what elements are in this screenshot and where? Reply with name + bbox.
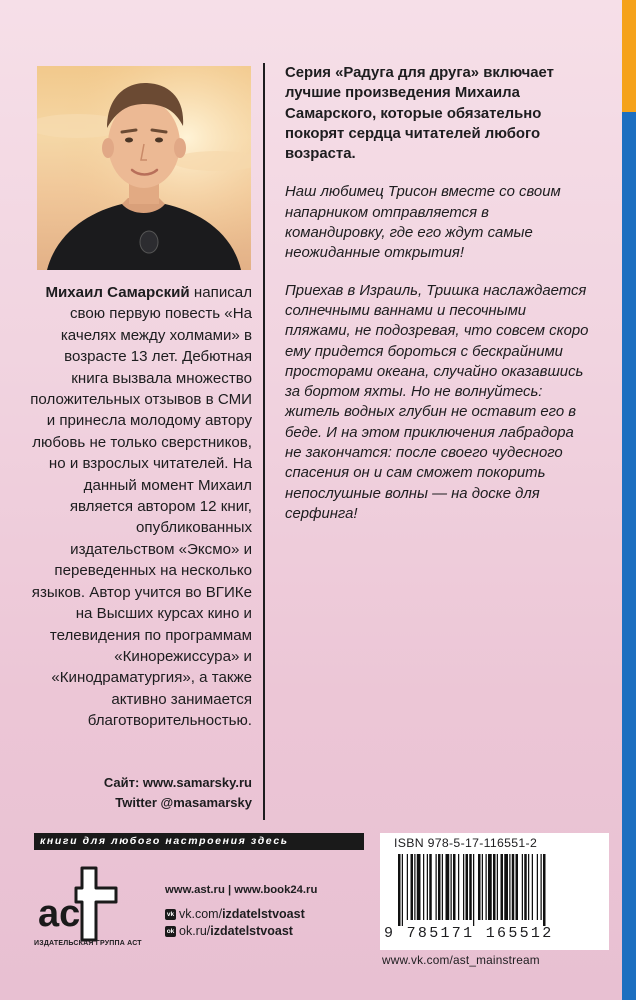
barcode-bar (466, 854, 469, 920)
barcode-bar (486, 854, 487, 920)
barcode-bar (436, 854, 437, 920)
barcode-bar (407, 854, 408, 920)
spine-blue-block (622, 112, 636, 1000)
barcode-bar (543, 854, 546, 926)
isbn-text: ISBN 978-5-17-116551-2 (394, 836, 538, 850)
barcode-bar (504, 854, 508, 920)
publisher-caption: ИЗДАТЕЛЬСКАЯ ГРУППА АСТ (34, 940, 142, 947)
barcode-bar (488, 854, 492, 920)
barcode-bar (446, 854, 450, 920)
barcode-bar (501, 854, 504, 920)
barcode-bar (453, 854, 456, 920)
barcode-bar (482, 854, 483, 920)
spine-orange-block (622, 0, 636, 112)
author-bio-text: написал свою первую повесть «На качелях между холмами» в возрасте 13 лет. Дебютная книга вызвала множество положительных отзывов в СМИ и принесла молодому автору любовь не только сверстников, но и взрослых читателей. На данный момент Михаил является автором 12 книг, опубликованных издательством «Эксмо» и переведенных на несколько языков. Автор учится во ВГИКе на Высших курсах кино и телевидения по программам «Кинорежиссура» и «Кинодраматургия», а также активно занимается благотворительностью. (30, 284, 252, 730)
barcode-bar (528, 854, 529, 920)
barcode-bar (469, 854, 472, 920)
barcode-bar (532, 854, 533, 920)
barcode-bar (442, 854, 443, 920)
barcode-bar (493, 854, 496, 920)
vk-link[interactable] (165, 907, 305, 921)
barcode (390, 854, 600, 926)
author-name: Михаил Самарский (45, 284, 190, 301)
barcode-bar (463, 854, 464, 920)
barcode-bar (451, 854, 452, 920)
ast-logo (36, 864, 131, 942)
barcode-bar (411, 854, 414, 920)
barcode-bar (512, 854, 515, 920)
barcode-bar (438, 854, 441, 920)
barcode-bar (427, 854, 428, 920)
vk-prefix: vk.com/ (179, 907, 223, 921)
slogan-banner: книги для любого настроения здесь (34, 833, 364, 850)
barcode-block (380, 833, 609, 950)
blurb-paragraph-2: Приехав в Израиль, Тришка наслаждается солнечными ваннами и песочными пляжами, не подозревая, что совсем скоро ему придется бороться с бескрайними просторами океана, случайно оказавшись за бортом яхты. Но не волнуйтесь: житель водных глубин не оставит его в беде. И на этом приключения лабрадора не закончатся: после своего чудесного спасения он и сам сможет покорить непослушные волны — на доске для серфинга! (285, 282, 589, 522)
series-description (285, 63, 590, 524)
barcode-bar (458, 854, 459, 920)
barcode-bar (509, 854, 510, 920)
barcode-bar (402, 854, 403, 926)
spine-color-strip (622, 0, 636, 1000)
blurb-paragraph-1: Наш любимец Трисон вместе со своим напарником отправляется в командировку, где его ждут самые неожиданные открытия! (285, 184, 561, 262)
barcode-digits: 9 785171 165512 (384, 925, 554, 942)
barcode-bar (473, 854, 474, 926)
barcode-bar (398, 854, 401, 926)
author-photo (37, 66, 251, 270)
ok-icon: ok (166, 927, 175, 935)
series-lead: Серия «Радуга для друга» включает лучшие произведения Михаила Самарского, которые обязательно покорят сердца читателей любого возраста. (285, 65, 554, 163)
barcode-bar (429, 854, 432, 920)
barcode-bar (516, 854, 519, 920)
barcode-bar (497, 854, 498, 920)
author-twitter[interactable]: Twitter @masamarsky (115, 795, 252, 810)
barcode-bar (537, 854, 538, 920)
barcode-bar (423, 854, 424, 920)
barcode-bar (524, 854, 527, 920)
publisher-websites[interactable]: www.ast.ru | www.book24.ru (165, 884, 318, 896)
author-contacts (30, 773, 252, 813)
barcode-bar (417, 854, 421, 920)
ast-logo-text: ac (38, 893, 81, 935)
barcode-bar (522, 854, 523, 920)
author-bio (30, 282, 252, 732)
column-divider (263, 63, 265, 820)
vk-handle: izdatelstvoast (222, 907, 305, 921)
vk-mainstream-link[interactable]: www.vk.com/ast_mainstream (382, 953, 540, 967)
ok-prefix: ok.ru/ (179, 924, 211, 938)
vk-icon: vk (166, 910, 175, 918)
ok-link[interactable] (165, 924, 293, 938)
barcode-bar (478, 854, 481, 920)
author-site[interactable]: Сайт: www.samarsky.ru (103, 775, 252, 790)
ok-handle: izdatelstvoast (210, 924, 293, 938)
barcode-bar (541, 854, 542, 920)
barcode-bar (414, 854, 415, 920)
